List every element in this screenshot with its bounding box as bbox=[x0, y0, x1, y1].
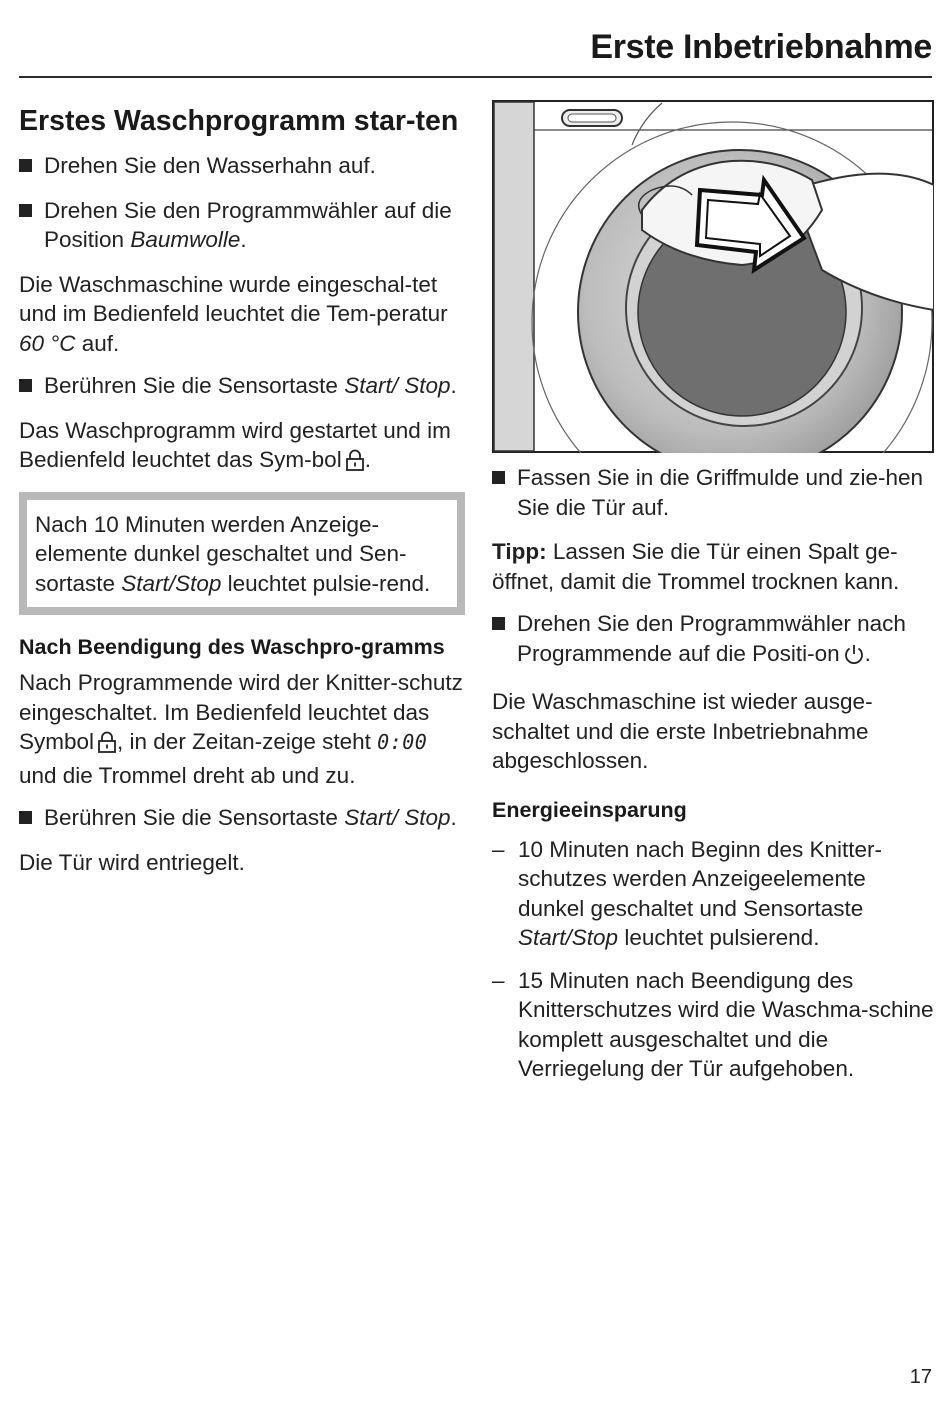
instruction-bullet bbox=[19, 803, 465, 833]
tip-label: Tipp: bbox=[492, 539, 547, 564]
dash-list-item bbox=[492, 966, 936, 1084]
bullet-text bbox=[44, 803, 465, 833]
bullet-square-icon bbox=[19, 379, 32, 392]
bullet-text bbox=[44, 196, 465, 255]
dash-text bbox=[518, 835, 936, 953]
lock-icon bbox=[345, 449, 365, 479]
bullet-square-icon bbox=[19, 811, 32, 824]
header-rule bbox=[19, 76, 932, 78]
temperature-value: 60 °C bbox=[19, 330, 76, 356]
bullet-text-part: Berühren Sie die Sensortaste bbox=[44, 373, 345, 398]
bullet-text-end: . bbox=[450, 805, 457, 830]
power-icon bbox=[843, 643, 865, 673]
right-column bbox=[492, 100, 936, 1097]
left-column bbox=[19, 100, 465, 890]
door-opening-illustration bbox=[492, 100, 934, 453]
program-name: Baumwolle bbox=[130, 227, 241, 252]
bullet-square-icon bbox=[492, 471, 505, 484]
paragraph-part: Nach Programmende wird der Knitter-schutz eingeschaltet. Im Bedienfeld leuchtet das Symbol bbox=[19, 670, 463, 754]
lock-icon bbox=[97, 731, 117, 761]
instruction-bullet bbox=[492, 609, 936, 672]
note-text-part: leuchtet pulsie-rend. bbox=[221, 570, 431, 596]
time-display-value: 0:00 bbox=[377, 730, 428, 754]
paragraph: Die Tür wird entriegelt. bbox=[19, 849, 245, 875]
bullet-square-icon bbox=[19, 204, 32, 217]
note-box bbox=[19, 492, 465, 616]
subheading: Energieeinsparung bbox=[492, 797, 687, 822]
instruction-bullet bbox=[19, 371, 465, 401]
bullet-square-icon bbox=[19, 159, 32, 172]
page-title: Erste Inbetriebnahme bbox=[590, 28, 932, 66]
paragraph bbox=[19, 416, 465, 479]
paragraph bbox=[19, 668, 465, 790]
bullet-text-end: . bbox=[240, 227, 247, 252]
subheading: Nach Beendigung des Waschpro-gramms bbox=[19, 635, 445, 659]
paragraph-part: , in der Zeitan-zeige steht bbox=[117, 729, 378, 754]
note-text-part: Nach 10 Minuten werden Anzeige-elemente dunkel geschaltet und Sen-sortaste bbox=[35, 511, 407, 596]
dash-mark: – bbox=[492, 967, 505, 993]
dash-list-item bbox=[492, 835, 936, 953]
bullet-text: Fassen Sie in die Griffmulde und zie-hen Sie die Tür auf. bbox=[517, 465, 924, 520]
paragraph: Die Waschmaschine ist wieder ausge-schaltet und die erste Inbetriebnahme abgeschlossen. bbox=[492, 689, 873, 773]
tip-text: Lassen Sie die Tür einen Spalt ge-öffnet, damit die Trommel trocknen kann. bbox=[492, 539, 900, 594]
sensor-key-name: Start/ Stop bbox=[344, 373, 451, 398]
sensor-key-name: Start/Stop bbox=[518, 925, 619, 950]
tip-paragraph bbox=[492, 537, 936, 596]
bullet-text bbox=[44, 371, 465, 401]
dash-text-part: leuchtet pulsierend. bbox=[618, 925, 820, 950]
section-heading: Erstes Waschprogramm star-ten bbox=[19, 105, 459, 137]
paragraph-part: und die Trommel dreht ab und zu. bbox=[19, 762, 356, 788]
bullet-text-end: . bbox=[864, 640, 871, 666]
bullet-square-icon bbox=[492, 617, 505, 630]
bullet-text-part: Drehen Sie den Programmwähler auf die Position bbox=[44, 197, 452, 252]
paragraph bbox=[19, 270, 465, 359]
sensor-key-name: Start/ Stop bbox=[344, 805, 451, 830]
paragraph-end: auf. bbox=[75, 330, 120, 356]
instruction-bullet bbox=[492, 463, 936, 522]
paragraph-part: Das Waschprogramm wird gestartet und im Bedienfeld leuchtet das Sym-bol bbox=[19, 417, 451, 472]
dash-text: 15 Minuten nach Beendigung des Knitterschutzes wird die Waschma-schine komplett ausgeschaltet und die Verriegelung der Tür aufgehoben. bbox=[518, 967, 934, 1081]
bullet-text-part: Berühren Sie die Sensortaste bbox=[44, 805, 345, 830]
bullet-text-end: . bbox=[450, 373, 457, 398]
sensor-key-name: Start/Stop bbox=[121, 570, 222, 596]
paragraph-part: Die Waschmaschine wurde eingeschal-tet und im Bedienfeld leuchtet die Tem-peratur bbox=[19, 271, 448, 326]
bullet-text-part: Drehen Sie den Programmwähler nach Programmende auf die Positi-on bbox=[517, 611, 906, 666]
bullet-text bbox=[517, 609, 936, 672]
dash-mark: – bbox=[492, 836, 505, 862]
paragraph-end: . bbox=[364, 447, 371, 472]
dash-text-part: 10 Minuten nach Beginn des Knitter-schutzes werden Anzeigeelemente dunkel geschaltet und Sensortaste bbox=[518, 836, 882, 921]
page-number: 17 bbox=[909, 1366, 932, 1388]
bullet-text: Drehen Sie den Wasserhahn auf. bbox=[44, 153, 376, 178]
instruction-bullet bbox=[19, 196, 465, 255]
instruction-bullet bbox=[19, 151, 465, 181]
